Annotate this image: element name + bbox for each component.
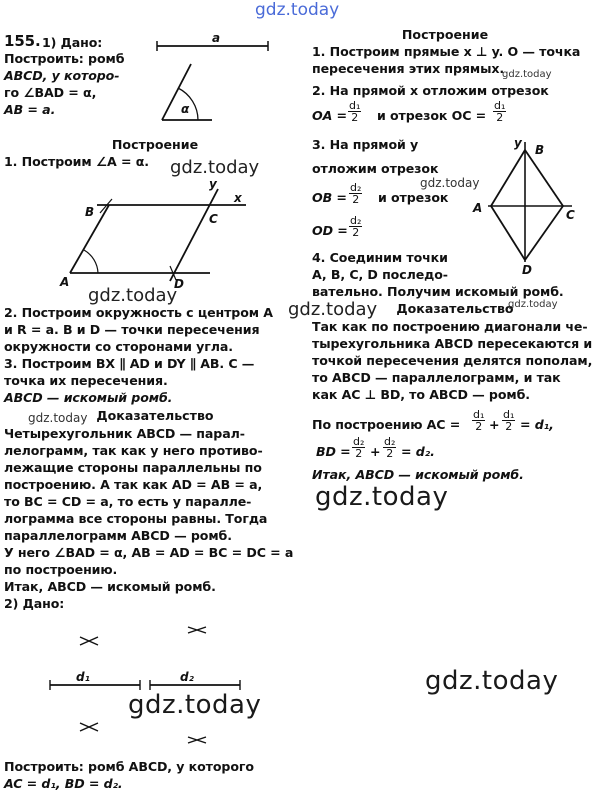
oa-den: 2 [351, 111, 359, 124]
right-step-3b: отложим отрезок [312, 161, 439, 176]
label-d1: d₁ [76, 670, 90, 684]
construction-title-right: Построение [401, 27, 489, 42]
problem-number: 155. [4, 32, 41, 50]
step-1-left: 1. Построим ∠A = α. [4, 154, 149, 169]
para2-4: 3. Построим BX ∥ AD и DY ∥ AB. C — [4, 356, 255, 371]
given-line-3: го ∠BAD = α, [4, 85, 97, 100]
od-den: 2 [352, 226, 360, 239]
watermark: gdz.today [128, 690, 262, 720]
ob-num: d₂ [350, 181, 362, 194]
ac-frac-2-den: 2 [505, 420, 513, 433]
ob-fraction [349, 182, 362, 205]
given-line-1: Построить: ромб [4, 51, 125, 66]
watermark: gdz.today [288, 299, 378, 320]
para2-5: точка их пересечения. [4, 373, 168, 388]
proof-line-10: Итак, ABCD — искомый ромб. [4, 579, 216, 594]
oc-den: 2 [496, 111, 504, 124]
construction-title-left: Построение [111, 137, 199, 152]
proof-line-2: лелограмм, так как у него противо- [4, 443, 263, 458]
oc-num: d₁ [494, 99, 506, 112]
given-line-2: ABCD, у которо- [4, 68, 120, 83]
label-x: x [234, 191, 242, 205]
label-B: B [85, 205, 95, 219]
ac-frac-1-num: d₁ [473, 408, 485, 421]
final-line-1: Построить: ромб ABCD, у которого [4, 759, 254, 774]
watermark: gdz.today [315, 482, 449, 512]
right-step-3: 3. На прямой y [312, 137, 419, 152]
right-proof-5: как AC ⊥ BD, то ABCD — ромб. [312, 387, 530, 402]
proof-line-9: по построению. [4, 562, 118, 577]
watermark: gdz.today [88, 285, 178, 306]
para2-2: и R = a. B и D — точки пересечения [4, 322, 260, 337]
label-y-right: y [514, 136, 522, 150]
ac-line: По построению AC = [312, 417, 461, 432]
right-step-4: 4. Соединим точки [312, 250, 448, 265]
proof-line-8: У него ∠BAD = α, AB = AD = BC = DC = a [4, 545, 294, 560]
right-step-4b: A, B, C, D последо- [312, 267, 448, 282]
label-alpha: α [181, 102, 190, 116]
oc-fraction [493, 100, 506, 123]
od-label: OD = [312, 223, 348, 238]
right-proof-3: точкой пересечения делятся пополам, [312, 353, 593, 368]
watermark: gdz.today [170, 157, 260, 178]
ac-frac-2 [502, 409, 515, 432]
proof-line-7: параллелограмм ABCD — ромб. [4, 528, 232, 543]
od-num: d₂ [350, 214, 362, 227]
od-text: и отрезок [378, 190, 449, 205]
proof-line-1: Четырехугольник ABCD — парал- [4, 426, 245, 441]
proof-line-3: лежащие стороны параллельны по [4, 460, 262, 475]
rhombus-figure [472, 136, 575, 277]
label-a: a [212, 31, 221, 45]
label-A-right: A [473, 201, 483, 215]
bd-frac-2-den: 2 [386, 447, 394, 460]
para2-3: окружности со сторонами угла. [4, 339, 233, 354]
bd-eq: = d₂. [401, 444, 435, 459]
ac-frac-1-den: 2 [475, 420, 483, 433]
label-C-right: C [566, 208, 575, 222]
proof-title-left: Доказательство [96, 408, 214, 423]
proof-line-6: лограмма все стороны равны. Тогда [4, 511, 268, 526]
proof-line-4: построению. А так как AD = AB = a, [4, 477, 263, 492]
bd-frac-2-num: d₂ [384, 435, 396, 448]
oa-fraction [348, 100, 361, 123]
bd-frac-2 [383, 436, 396, 459]
watermark: gdz.today [28, 411, 88, 425]
label-A: A [60, 275, 70, 289]
ob-label: OB = [312, 190, 347, 205]
ac-eq: = d₁, [520, 417, 554, 432]
right-final: Итак, ABCD — искомый ромб. [312, 467, 524, 482]
segments-d1-d2 [50, 627, 240, 743]
right-step-1b: пересечения этих прямых. [312, 61, 505, 76]
oa-label: OA = [312, 108, 347, 123]
right-step-2: 2. На прямой x отложим отрезок [312, 83, 549, 98]
parallelogram-figure [59, 177, 246, 291]
watermark: gdz.today [508, 299, 558, 310]
right-step-1: 1. Построим прямые x ⊥ y. O — точка [312, 44, 581, 59]
ac-frac-2-num: d₁ [503, 408, 515, 421]
right-proof-4: то ABCD — параллелограмм, и так [312, 370, 561, 385]
watermark: gdz.today [502, 69, 552, 80]
watermark-top: gdz.today [255, 0, 340, 20]
right-proof-1: Так как по построению диагонали че- [312, 319, 588, 334]
proof-line-11: 2) Дано: [4, 596, 65, 611]
label-y: y [209, 177, 217, 191]
ac-plus: + [489, 417, 500, 432]
right-step-4c: вательно. Получим искомый ромб. [312, 284, 564, 299]
final-line-2: AC = d₁, BD = d₂. [4, 776, 123, 791]
para2-6: ABCD — искомый ромб. [4, 390, 173, 405]
bd-frac-1-den: 2 [355, 447, 363, 460]
bd-frac-1 [352, 436, 365, 459]
label-d2: d₂ [180, 670, 194, 684]
oc-text: и отрезок OC = [377, 108, 487, 123]
proof-line-5: то BC = CD = a, то есть у паралле- [4, 494, 252, 509]
ac-frac-1 [472, 409, 485, 432]
label-B-right: B [535, 143, 545, 157]
label-D: D [174, 277, 184, 291]
ob-den: 2 [352, 193, 360, 206]
para2-1: 2. Построим окружность с центром A [4, 305, 273, 320]
bd-line: BD = [316, 444, 351, 459]
angle-alpha [162, 64, 212, 120]
od-fraction [349, 215, 362, 238]
right-proof-2: тырехугольника ABCD пересекаются и [312, 336, 593, 351]
watermark: gdz.today [420, 176, 480, 190]
watermark: gdz.today [425, 666, 559, 696]
bd-frac-1-num: d₂ [353, 435, 365, 448]
given-label: 1) Дано: [42, 35, 103, 50]
label-D-right: D [522, 263, 532, 277]
oa-num: d₁ [349, 99, 361, 112]
proof-title-right: Доказательство [396, 301, 514, 316]
bd-plus: + [370, 444, 381, 459]
given-line-4: AB = a. [4, 102, 56, 117]
label-C: C [209, 212, 218, 226]
segment-a [157, 31, 268, 51]
